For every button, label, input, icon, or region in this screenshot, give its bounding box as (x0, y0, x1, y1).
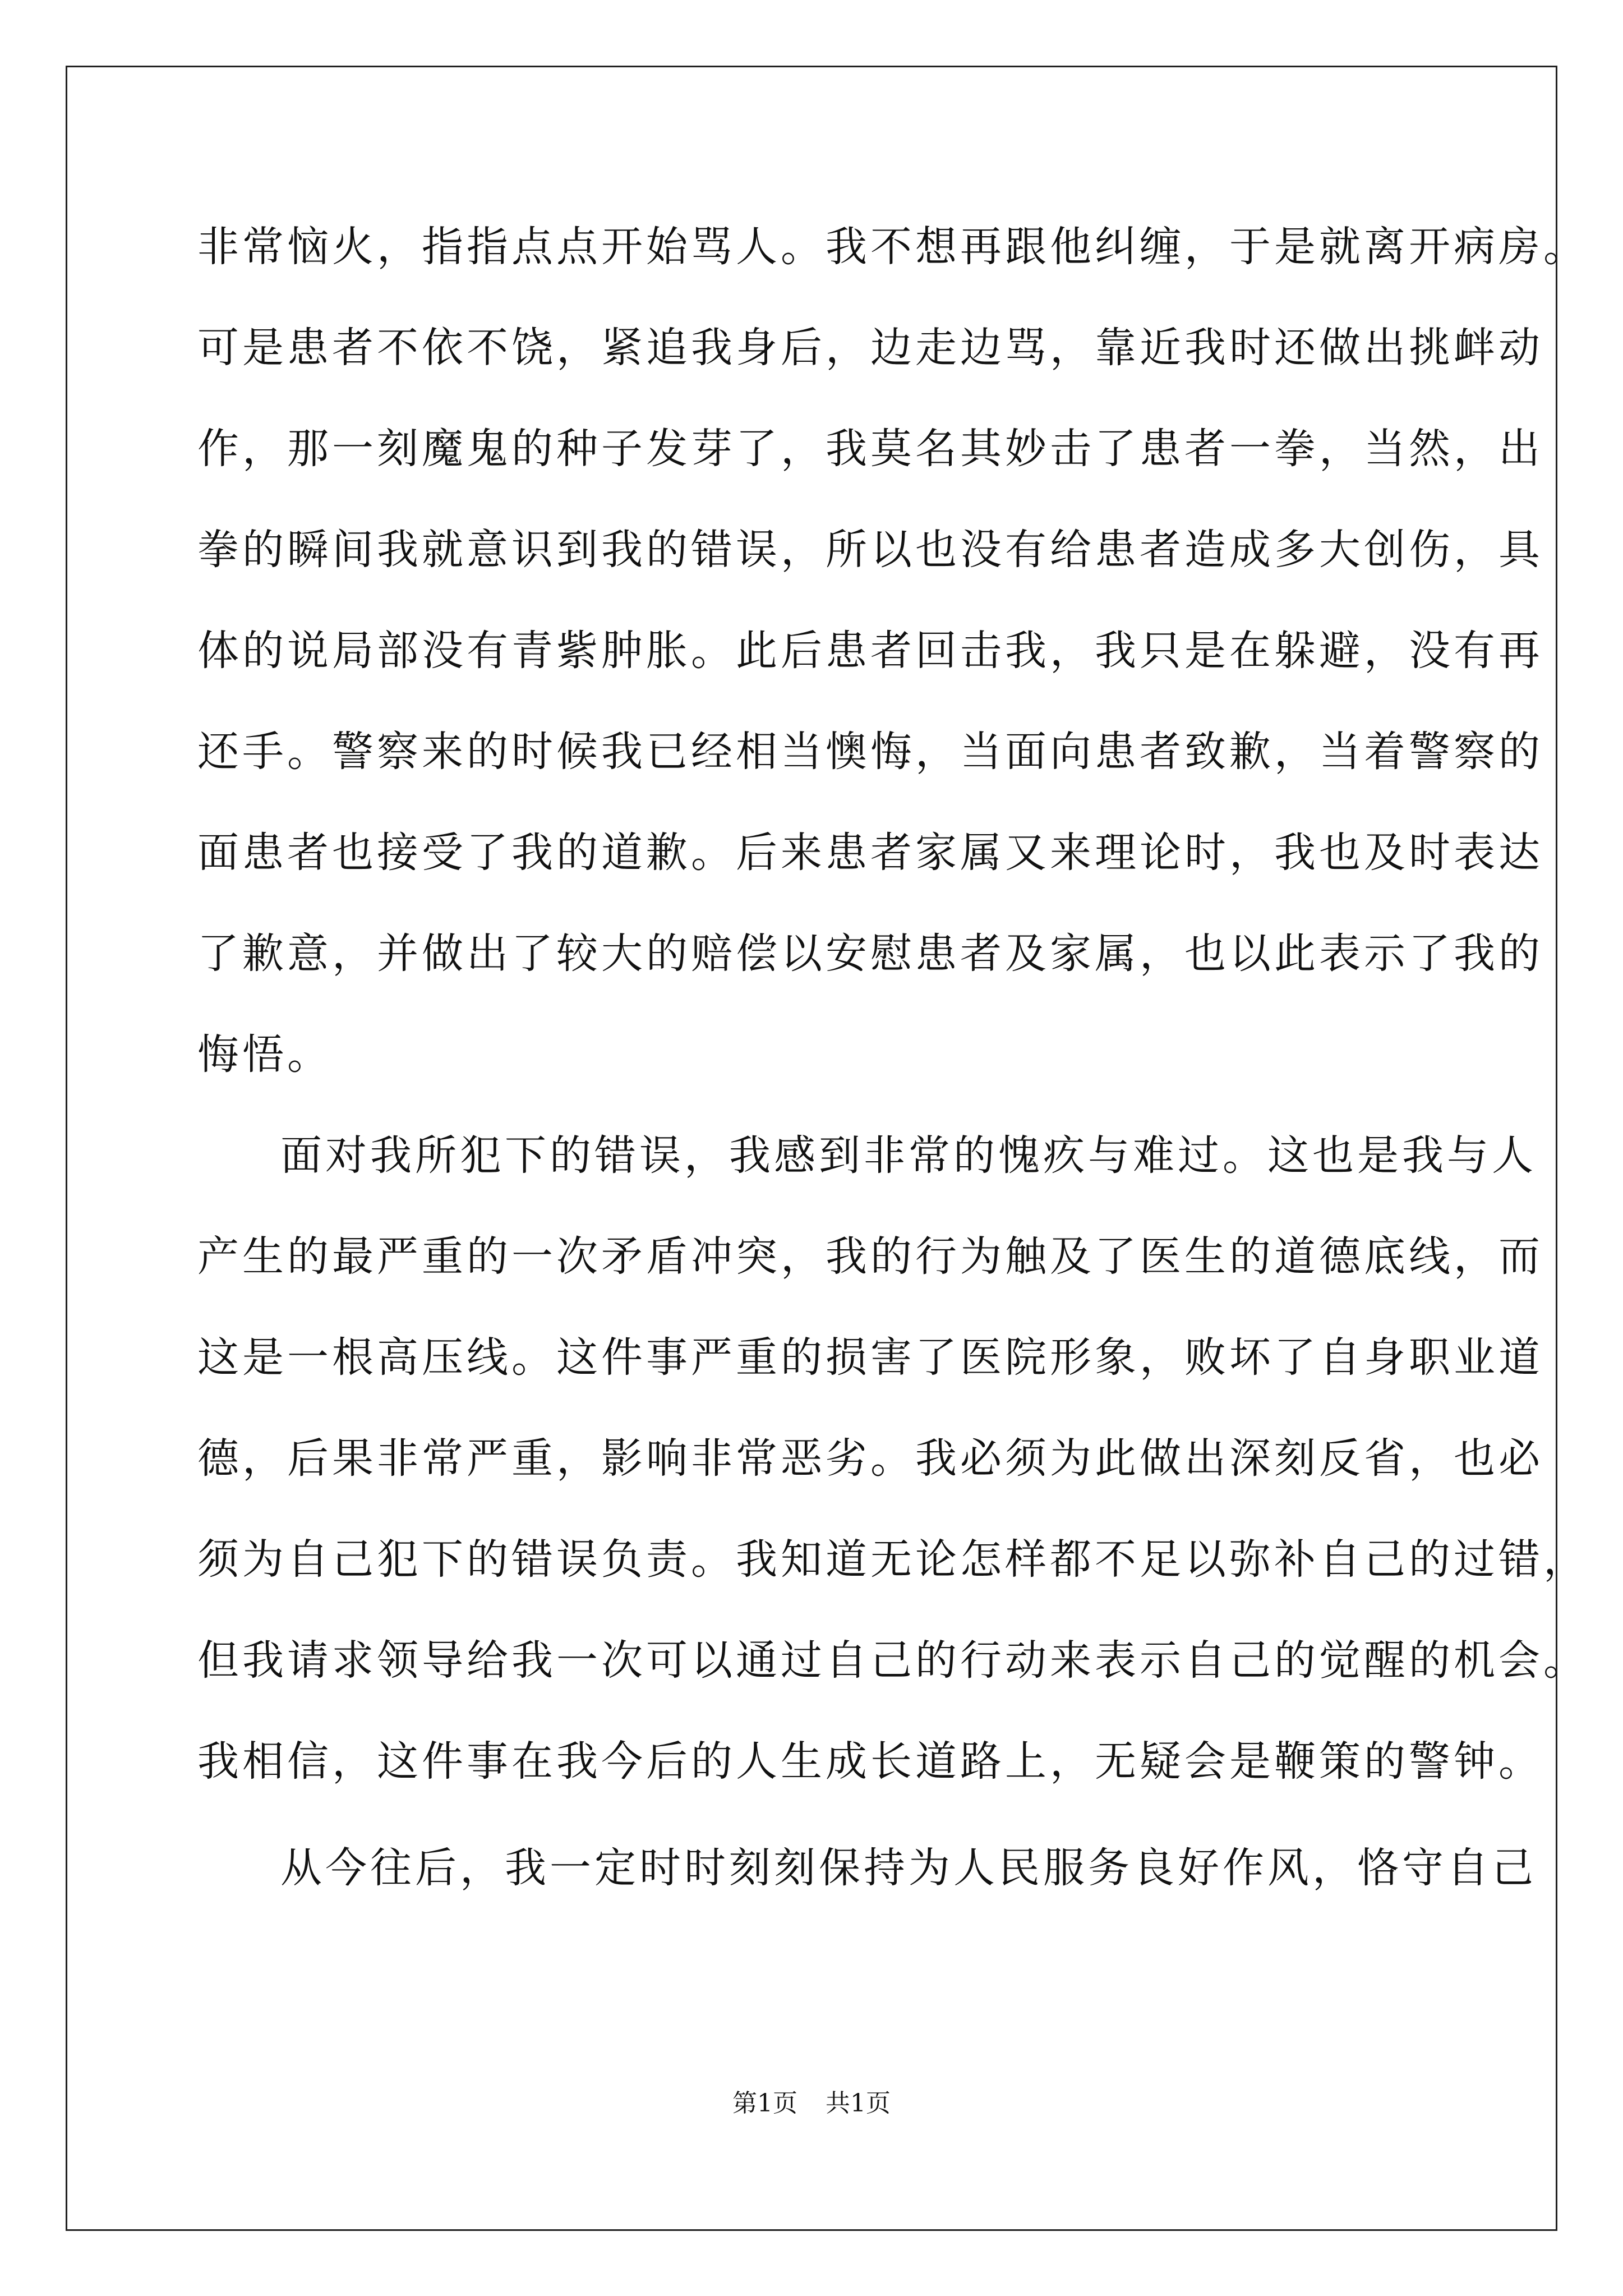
text-line-indented: 面对我所犯下的错误，我感到非常的愧疚与难过。这也是我与人 (280, 1131, 1537, 1180)
text-line: 须为自己犯下的错误负责。我知道无论怎样都不足以弥补自己的过错， (197, 1535, 1588, 1584)
text-line: 德，后果非常严重，影响非常恶劣。我必须为此做出深刻反省，也必 (197, 1434, 1543, 1483)
text-line: 面患者也接受了我的道歉。后来患者家属又来理论时，我也及时表达 (197, 829, 1543, 877)
text-line: 了歉意，并做出了较大的赔偿以安慰患者及家属，也以此表示了我的 (197, 930, 1543, 978)
text-line: 产生的最严重的一次矛盾冲突，我的行为触及了医生的道德底线，而 (197, 1232, 1543, 1281)
text-line: 作，那一刻魔鬼的种子发芽了，我莫名其妙击了患者一拳，当然，出 (197, 425, 1543, 473)
text-line: 体的说局部没有青紫肿胀。此后患者回击我，我只是在躲避，没有再 (197, 627, 1543, 675)
text-line: 这是一根高压线。这件事严重的损害了医院形象，败坏了自身职业道 (197, 1333, 1543, 1382)
text-line: 但我请求领导给我一次可以通过自己的行动来表示自己的觉醒的机会。 (197, 1636, 1588, 1685)
text-line: 可是患者不依不饶，紧追我身后，边走边骂，靠近我时还做出挑衅动 (197, 324, 1543, 372)
text-line-indented: 从今往后，我一定时时刻刻保持为人民服务良好作风，恪守自己 (280, 1844, 1537, 1892)
page-total: 共1页 (826, 2089, 891, 2118)
text-line: 悔悟。 (197, 1030, 332, 1079)
text-line: 非常恼火，指指点点开始骂人。我不想再跟他纠缠，于是就离开病房。 (197, 223, 1588, 271)
text-line: 还手。警察来的时候我已经相当懊悔，当面向患者致歉，当着警察的 (197, 728, 1543, 776)
page-footer (0, 2087, 1623, 2120)
text-line: 我相信，这件事在我今后的人生成长道路上，无疑会是鞭策的警钟。 (197, 1737, 1543, 1786)
page-number: 第1页 (732, 2089, 797, 2118)
text-line: 拳的瞬间我就意识到我的错误，所以也没有给患者造成多大创伤，具 (197, 526, 1543, 574)
